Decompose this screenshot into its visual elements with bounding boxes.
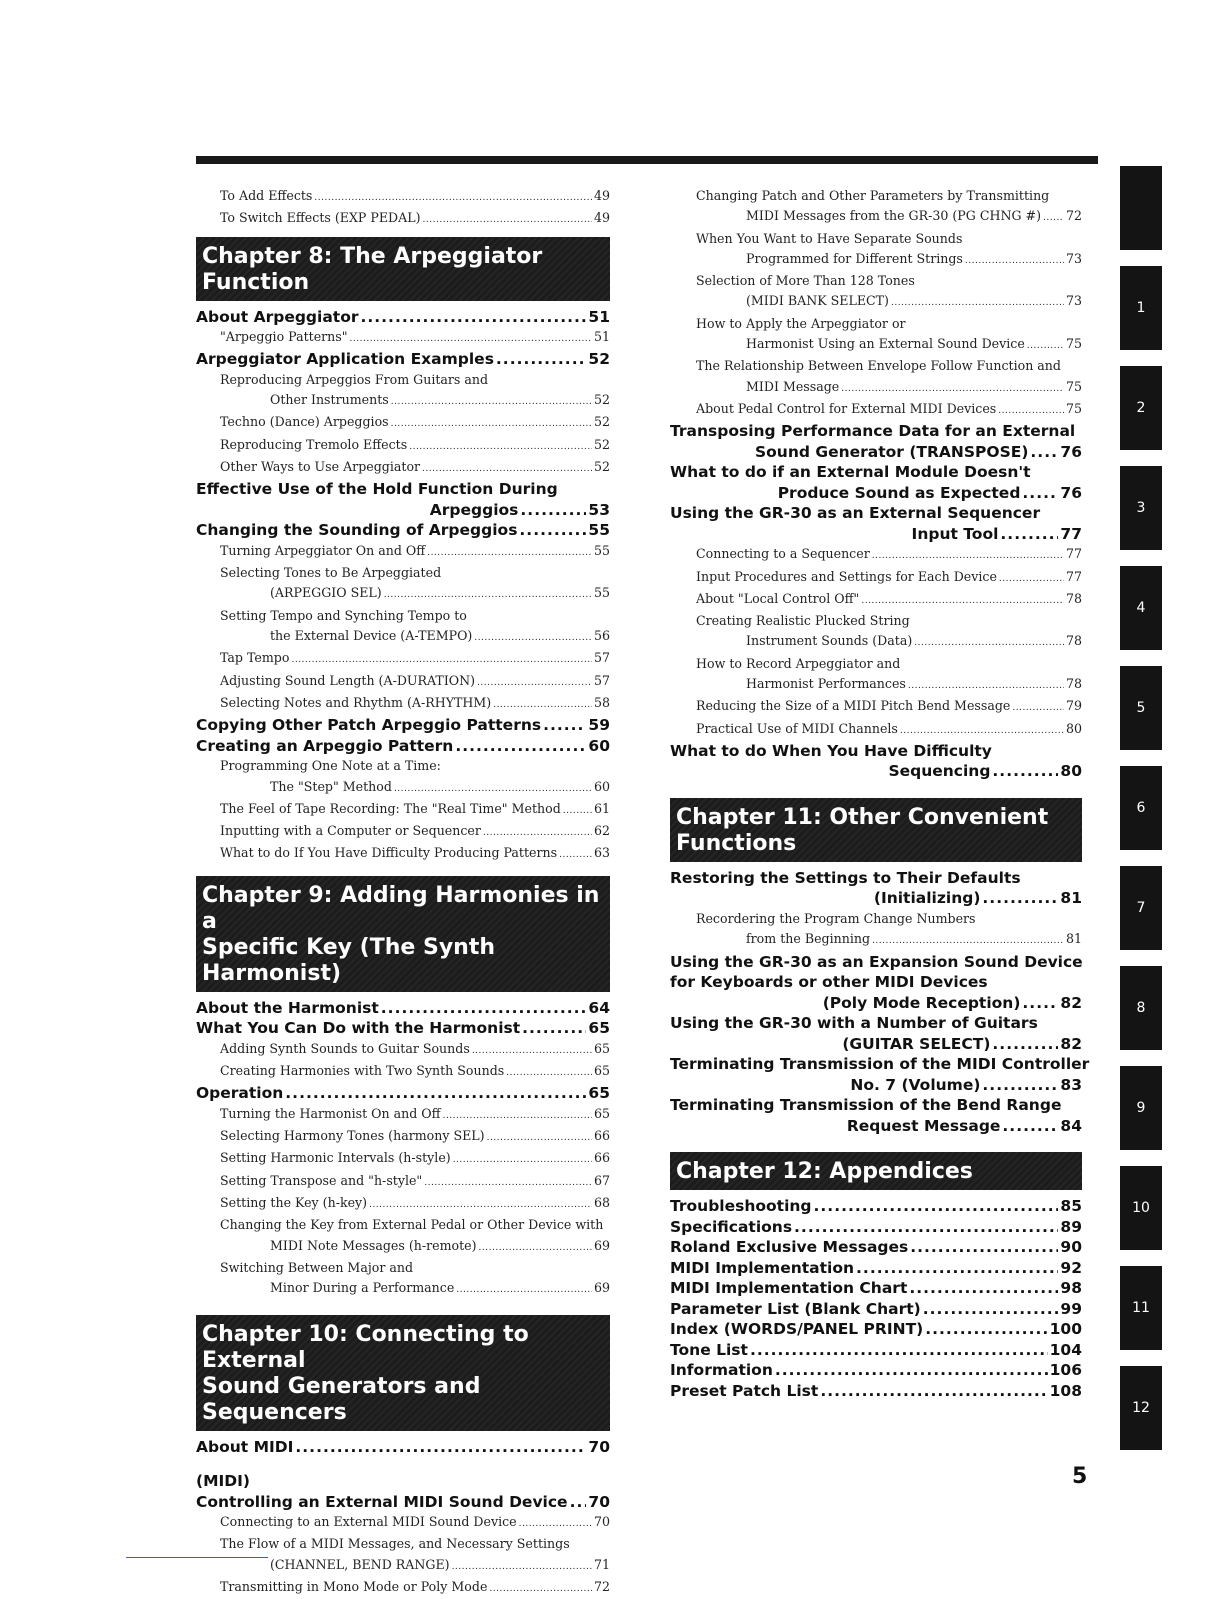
toc-section: Using the GR-30 as an Expansion Sound Device bbox=[670, 952, 1083, 971]
toc-entry: Setting Tempo and Synching Tempo to bbox=[220, 607, 467, 623]
toc-entry[interactable]: MIDI Messages from the GR-30 (PG CHNG #) ..... 72 bbox=[670, 206, 1082, 228]
chapter-tab-6[interactable]: 6 bbox=[1120, 766, 1162, 850]
toc-section[interactable]: Arpeggiator Application Examples ..... 52 bbox=[196, 349, 610, 370]
toc-entry[interactable]: Transmitting in Mono Mode or Poly Mode ..... 72 bbox=[196, 1577, 610, 1599]
toc-section[interactable]: Information ..... 106 bbox=[670, 1360, 1082, 1381]
toc-section[interactable]: Parameter List (Blank Chart) ..... 99 bbox=[670, 1299, 1082, 1320]
toc-left-column bbox=[196, 186, 610, 1599]
toc-entry[interactable]: Programmed for Different Strings ..... 73 bbox=[670, 249, 1082, 271]
toc-entry: The Relationship Between Envelope Follow Function and bbox=[696, 358, 1061, 374]
toc-section: for Keyboards or other MIDI Devices bbox=[670, 973, 988, 992]
toc-section[interactable]: Controlling an External MIDI Sound Device ..... 70 bbox=[196, 1492, 610, 1513]
toc-section: Using the GR-30 with a Number of Guitars bbox=[670, 1014, 1038, 1033]
toc-section: Restoring the Settings to Their Defaults bbox=[670, 868, 1021, 887]
toc-entry: The Flow of a MIDI Messages, and Necessary Settings bbox=[220, 1536, 570, 1552]
toc-entry[interactable]: Harmonist Performances ..... 78 bbox=[670, 674, 1082, 696]
toc-entry[interactable]: Creating Harmonies with Two Synth Sounds ..... 65 bbox=[196, 1061, 610, 1083]
toc-entry[interactable]: Connecting to an External MIDI Sound Device ..... 70 bbox=[196, 1512, 610, 1534]
chapter-12-banner: Chapter 12: Appendices bbox=[670, 1152, 1082, 1190]
toc-section[interactable]: Sequencing ..... 80 bbox=[670, 761, 1082, 782]
toc-entry[interactable]: Adding Synth Sounds to Guitar Sounds ..... 65 bbox=[196, 1039, 610, 1061]
toc-section[interactable]: Specifications ..... 89 bbox=[670, 1217, 1082, 1238]
toc-entry[interactable]: (ARPEGGIO SEL) ..... 55 bbox=[196, 583, 610, 605]
toc-entry[interactable]: "Arpeggio Patterns" ..... 51 bbox=[196, 327, 610, 349]
toc-section: What to do When You Have Difficulty bbox=[670, 741, 992, 760]
top-rule bbox=[196, 156, 1098, 164]
toc-entry: How to Record Arpeggiator and bbox=[696, 655, 901, 671]
toc-section[interactable]: Tone List ..... 104 bbox=[670, 1340, 1082, 1361]
toc-section[interactable]: Troubleshooting ..... 85 bbox=[670, 1196, 1082, 1217]
toc-entry[interactable]: Reproducing Tremolo Effects ..... 52 bbox=[196, 435, 610, 457]
toc-entry[interactable]: Setting the Key (h-key) ..... 68 bbox=[196, 1193, 610, 1215]
toc-section: Transposing Performance Data for an External bbox=[670, 422, 1076, 441]
toc-entry[interactable]: Reducing the Size of a MIDI Pitch Bend Message ..... 79 bbox=[670, 696, 1082, 718]
toc-section[interactable]: Arpeggios ..... 53 bbox=[196, 500, 610, 521]
toc-section[interactable]: Request Message ..... 84 bbox=[670, 1116, 1082, 1137]
toc-entry[interactable]: (MIDI BANK SELECT) ..... 73 bbox=[670, 291, 1082, 313]
toc-section[interactable]: About Arpeggiator ..... 51 bbox=[196, 307, 610, 328]
toc-entry[interactable]: Other Ways to Use Arpeggiator ..... 52 bbox=[196, 457, 610, 479]
toc-entry[interactable]: Turning Arpeggiator On and Off ..... 55 bbox=[196, 541, 610, 563]
toc-entry[interactable]: Setting Transpose and "h-style" ..... 67 bbox=[196, 1171, 610, 1193]
toc-entry[interactable]: Input Procedures and Settings for Each Device ..... 77 bbox=[670, 567, 1082, 589]
toc-entry: How to Apply the Arpeggiator or bbox=[696, 315, 906, 331]
toc-section: (MIDI) bbox=[196, 1472, 250, 1490]
toc-entry[interactable]: Inputting with a Computer or Sequencer ..... 62 bbox=[196, 821, 610, 843]
toc-section[interactable]: What You Can Do with the Harmonist ..... 65 bbox=[196, 1018, 610, 1039]
toc-entry[interactable]: Techno (Dance) Arpeggios ..... 52 bbox=[196, 412, 610, 434]
toc-entry[interactable]: MIDI Note Messages (h-remote) ..... 69 bbox=[196, 1236, 610, 1258]
toc-entry[interactable]: Tap Tempo ..... 57 bbox=[196, 648, 610, 670]
chapter-8-banner: Chapter 8: The Arpeggiator Function bbox=[196, 237, 610, 301]
toc-entry: Programming One Note at a Time: bbox=[220, 758, 441, 774]
toc-section[interactable]: Operation ..... 65 bbox=[196, 1083, 610, 1104]
toc-section[interactable]: No. 7 (Volume) ..... 83 bbox=[670, 1075, 1082, 1096]
toc-entry: Creating Realistic Plucked String bbox=[696, 613, 910, 629]
toc-section: What to do if an External Module Doesn't bbox=[670, 463, 1031, 482]
toc-section[interactable]: Preset Patch List ..... 108 bbox=[670, 1381, 1082, 1402]
toc-section: Terminating Transmission of the Bend Range bbox=[670, 1096, 1062, 1115]
toc-entry[interactable]: Other Instruments ..... 52 bbox=[196, 390, 610, 412]
toc-entry[interactable]: Connecting to a Sequencer ..... 77 bbox=[670, 544, 1082, 566]
toc-section[interactable]: Input Tool ..... 77 bbox=[670, 524, 1082, 545]
chapter-tab-7[interactable]: 7 bbox=[1120, 866, 1162, 950]
toc-section[interactable]: Index (WORDS/PANEL PRINT) ..... 100 bbox=[670, 1319, 1082, 1340]
page-number: 5 bbox=[1072, 1464, 1088, 1489]
toc-entry: Changing Patch and Other Parameters by Transmitting bbox=[696, 188, 1050, 203]
toc-entry[interactable]: Adjusting Sound Length (A-DURATION) ..... 57 bbox=[196, 671, 610, 693]
toc-section: Using the GR-30 as an External Sequencer bbox=[670, 504, 1041, 523]
toc-entry: Selecting Tones to Be Arpeggiated bbox=[220, 565, 442, 581]
toc-section[interactable]: Changing the Sounding of Arpeggios ..... 55 bbox=[196, 520, 610, 541]
toc-section[interactable]: Copying Other Patch Arpeggio Patterns ..... 59 bbox=[196, 715, 610, 736]
toc-entry: Changing the Key from External Pedal or Other Device with bbox=[220, 1217, 604, 1233]
chapter-tab-blank[interactable] bbox=[1120, 166, 1162, 250]
toc-section[interactable]: (GUITAR SELECT) ..... 82 bbox=[670, 1034, 1082, 1055]
toc-section[interactable]: About the Harmonist ..... 64 bbox=[196, 998, 610, 1019]
toc-entry[interactable]: Selecting Notes and Rhythm (A-RHYTHM) ..... 58 bbox=[196, 693, 610, 715]
toc-entry[interactable]: Instrument Sounds (Data) ..... 78 bbox=[670, 631, 1082, 653]
toc-entry[interactable]: About Pedal Control for External MIDI Devices ..... 75 bbox=[670, 399, 1082, 421]
toc-entry[interactable]: Harmonist Using an External Sound Device ..... 75 bbox=[670, 334, 1082, 356]
toc-entry[interactable]: Setting Harmonic Intervals (h-style) ..... 66 bbox=[196, 1148, 610, 1170]
toc-entry[interactable]: To Add Effects ..... 49 bbox=[196, 186, 610, 208]
toc-section[interactable]: Sound Generator (TRANSPOSE) ..... 76 bbox=[670, 442, 1082, 463]
toc-entry[interactable]: Practical Use of MIDI Channels ..... 80 bbox=[670, 719, 1082, 741]
toc-section[interactable]: (Initializing) ..... 81 bbox=[670, 888, 1082, 909]
toc-section[interactable]: MIDI Implementation ..... 92 bbox=[670, 1258, 1082, 1279]
footer-line bbox=[126, 1557, 268, 1558]
chapter-tab-12[interactable]: 12 bbox=[1120, 1366, 1162, 1450]
toc-entry[interactable]: Selecting Harmony Tones (harmony SEL) ..... 66 bbox=[196, 1126, 610, 1148]
toc-entry[interactable]: The Feel of Tape Recording: The "Real Time" Method ..... 61 bbox=[196, 799, 610, 821]
chapter-tab-10[interactable]: 10 bbox=[1120, 1166, 1162, 1250]
toc-section: Terminating Transmission of the MIDI Controller bbox=[670, 1055, 1090, 1074]
toc-entry: Switching Between Major and bbox=[220, 1259, 414, 1275]
toc-section[interactable]: Creating an Arpeggio Pattern ..... 60 bbox=[196, 736, 610, 757]
toc-entry: When You Want to Have Separate Sounds bbox=[696, 230, 963, 246]
toc-section[interactable]: Roland Exclusive Messages ..... 90 bbox=[670, 1237, 1082, 1258]
toc-section[interactable]: About MIDI ..... 70 bbox=[196, 1437, 610, 1458]
toc-entry: Selection of More Than 128 Tones bbox=[696, 273, 915, 289]
toc-section[interactable]: MIDI Implementation Chart ..... 98 bbox=[670, 1278, 1082, 1299]
toc-entry[interactable]: (CHANNEL, BEND RANGE) ..... 71 bbox=[196, 1555, 610, 1577]
chapter-tab-1[interactable]: 1 bbox=[1120, 266, 1162, 350]
toc-entry[interactable]: the External Device (A-TEMPO) ..... 56 bbox=[196, 626, 610, 648]
chapter-tab-5[interactable]: 5 bbox=[1120, 666, 1162, 750]
toc-entry[interactable]: What to do If You Have Difficulty Producing Patterns ..... 63 bbox=[196, 843, 610, 865]
toc-section[interactable]: Produce Sound as Expected ..... 76 bbox=[670, 483, 1082, 504]
chapter-9-banner: Chapter 9: Adding Harmonies in a Specific Key (The Synth Harmonist) bbox=[196, 876, 610, 992]
toc-entry: Recordering the Program Change Numbers bbox=[696, 910, 976, 926]
toc-right-column bbox=[670, 186, 1090, 1401]
chapter-10-banner: Chapter 10: Connecting to External Sound Generators and Sequencers bbox=[196, 1315, 610, 1431]
toc-section: Effective Use of the Hold Function During bbox=[196, 480, 558, 499]
toc-entry[interactable]: About "Local Control Off" ..... 78 bbox=[670, 589, 1082, 611]
toc-entry[interactable]: MIDI Message ..... 75 bbox=[670, 377, 1082, 399]
toc-entry[interactable]: Minor During a Performance ..... 69 bbox=[196, 1278, 610, 1300]
chapter-tab-2[interactable]: 2 bbox=[1120, 366, 1162, 450]
chapter-tab-8[interactable]: 8 bbox=[1120, 966, 1162, 1050]
chapter-tab-3[interactable]: 3 bbox=[1120, 466, 1162, 550]
toc-entry: Reproducing Arpeggios From Guitars and bbox=[220, 371, 489, 387]
toc-entry[interactable]: To Switch Effects (EXP PEDAL) ..... 49 bbox=[196, 208, 610, 230]
toc-entry[interactable]: Turning the Harmonist On and Off ..... 65 bbox=[196, 1104, 610, 1126]
toc-section[interactable]: (Poly Mode Reception) ..... 82 bbox=[670, 993, 1082, 1014]
chapter-tab-4[interactable]: 4 bbox=[1120, 566, 1162, 650]
toc-entry[interactable]: from the Beginning ..... 81 bbox=[670, 929, 1082, 951]
chapter-tab-9[interactable]: 9 bbox=[1120, 1066, 1162, 1150]
chapter-11-banner: Chapter 11: Other Convenient Functions bbox=[670, 798, 1082, 862]
chapter-tab-11[interactable]: 11 bbox=[1120, 1266, 1162, 1350]
toc-entry[interactable]: The "Step" Method ..... 60 bbox=[196, 777, 610, 799]
